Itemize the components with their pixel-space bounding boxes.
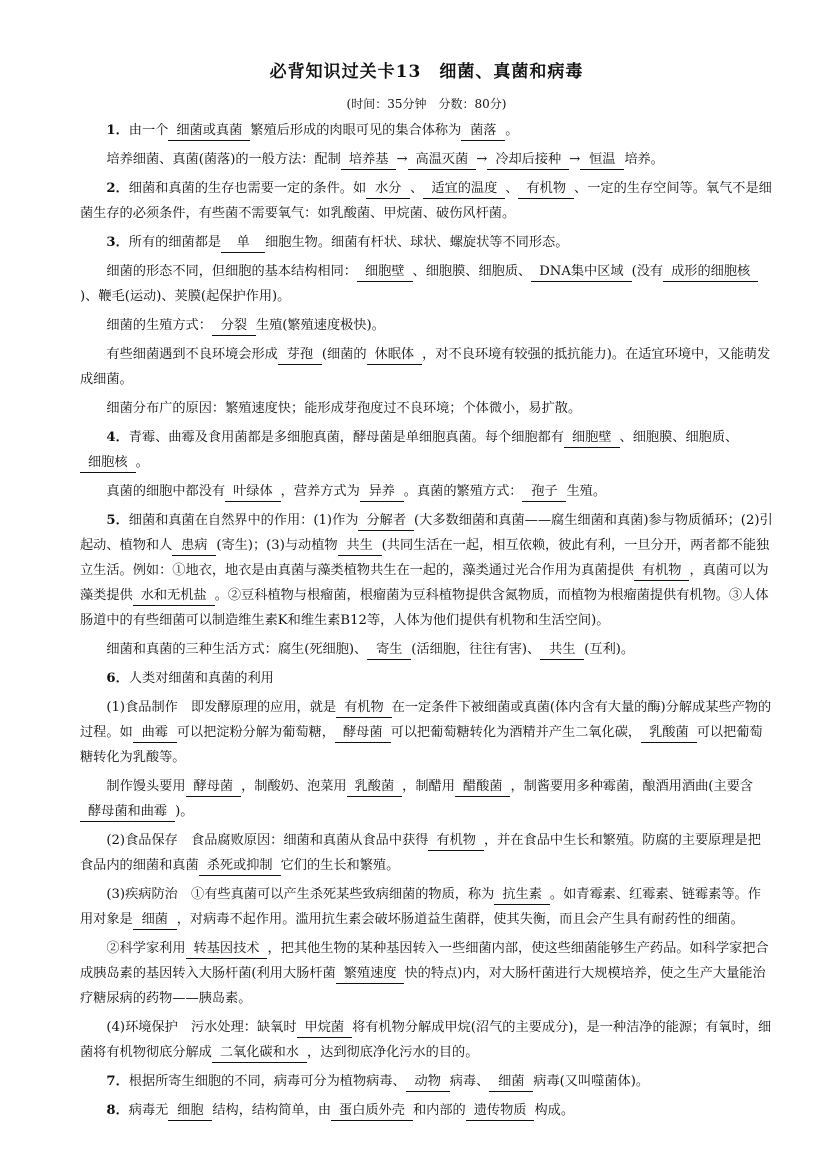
paragraph — [80, 637, 773, 662]
text-run: 细菌的形态不同，但细胞的基本结构相同： — [106, 264, 357, 279]
answer-blank: 芽孢 — [278, 346, 322, 365]
paragraph — [80, 774, 773, 824]
text-run: )、鞭毛(运动)、荚膜(起保护作用)。 — [80, 289, 291, 304]
answer-blank: 细胞 — [168, 1102, 212, 1121]
text-run: (4)环境保护 污水处理：缺氧时 — [106, 1020, 297, 1035]
answer-blank: 分裂 — [212, 317, 256, 336]
text-run: (3)疾病防治 ①有些真菌可以产生杀死某些致病细菌的物质，称为 — [106, 887, 495, 902]
answer-blank: 曲霉 — [133, 724, 177, 743]
question-number: 5． — [106, 513, 129, 528]
answer-blank: DNA集中区域 — [531, 263, 631, 282]
text-run: 生殖。 — [566, 484, 607, 499]
paragraph — [80, 936, 773, 1011]
paragraph — [80, 695, 773, 770]
text-run: 细胞生物。细菌有杆状、球状、螺旋状等不同形态。 — [265, 235, 569, 250]
answer-blank: 菌落 — [461, 122, 505, 141]
text-run: 人类对细菌和真菌的利用 — [128, 671, 274, 686]
answer-blank: 甲烷菌 — [297, 1019, 353, 1038]
paragraph — [80, 425, 773, 475]
answer-blank: 培养基 — [341, 151, 397, 170]
text-run: 构成。 — [534, 1103, 575, 1118]
text-run: (共同生活在一起，相互依赖，彼此有利，一旦分开，两者都不能独立生活。例如：①地衣，地衣是由真菌与藻类植物共生在一起的，藻类通过光合作用为真菌提供 — [80, 538, 770, 578]
text-run: 青霉、曲霉及食用菌都是多细胞真菌，酵母菌是单细胞真菌。每个细胞都有 — [128, 430, 564, 445]
paragraph — [80, 1015, 773, 1065]
answer-blank: 抗生素 — [494, 886, 550, 905]
answer-blank: 高温灭菌 — [408, 151, 477, 170]
text-run: 病毒无 — [128, 1103, 169, 1118]
text-run: 和内部的 — [412, 1103, 466, 1118]
answer-blank: 细菌 — [489, 1073, 533, 1092]
paragraph — [80, 1069, 773, 1094]
answer-blank: 细胞壁 — [564, 429, 620, 448]
answer-blank: 水分 — [366, 180, 410, 199]
worksheet-content — [80, 118, 773, 1123]
paragraph — [80, 230, 773, 255]
answer-blank: 成形的细胞核 — [663, 263, 758, 282]
answer-blank: 酵母菌 — [335, 724, 391, 743]
text-run: ，营养方式为 — [280, 484, 360, 499]
question-number: 1． — [106, 123, 129, 138]
answer-blank: 共生 — [540, 641, 584, 660]
answer-blank: 孢子 — [522, 483, 566, 502]
page-title: 必背知识过关卡13 细菌、真菌和病毒 — [269, 62, 584, 82]
text-run: 可以把葡萄糖转化为酒精并产生二氧化碳， — [390, 725, 642, 740]
text-run: 制作馒头要用 — [106, 779, 186, 794]
answer-blank: 患病 — [172, 537, 216, 556]
text-run: 结构，结构简单，由 — [212, 1103, 332, 1118]
answer-blank: 冷却后接种 — [487, 151, 569, 170]
text-run: 生殖(繁殖速度极快)。 — [255, 318, 385, 333]
text-run: (没有 — [631, 264, 664, 279]
answer-blank: 杀死或抑制 — [199, 857, 281, 876]
answer-blank: 细胞核 — [80, 454, 136, 473]
text-run: 可以把淀粉分解为葡萄糖， — [176, 725, 335, 740]
text-run: 根据所寄生细胞的不同，病毒可分为植物病毒、 — [128, 1074, 406, 1089]
paragraph — [80, 666, 773, 691]
text-run: 、一定的生存空间等。氧气不是细菌生存的必须条件，有些菌不需要氧气：如乳酸菌、甲烷菌、破伤风杆菌。 — [80, 181, 772, 221]
text-run: → — [396, 152, 408, 167]
answer-blank: 蛋白质外壳 — [331, 1102, 413, 1121]
paragraph — [80, 508, 773, 633]
answer-blank: 繁殖速度 — [336, 965, 405, 984]
text-run: 、细胞膜、细胞质、 — [619, 430, 739, 445]
answer-blank: 二氧化碳和水 — [212, 1044, 307, 1063]
time-score-info: (时间：35分钟 分数：80分) — [346, 97, 507, 111]
question-number: 4． — [106, 430, 129, 445]
answer-blank: 乳酸菌 — [347, 778, 403, 797]
text-run: (大多数细菌和真菌——腐生细菌和真菌)参与物质循环；(2)引起动、植物和人 — [80, 513, 773, 553]
text-run: 、 — [410, 181, 424, 196]
text-run: 病毒(又叫噬菌体)。 — [533, 1074, 650, 1089]
answer-blank: 有机物 — [336, 699, 392, 718]
answer-blank: 转基因技术 — [186, 940, 268, 959]
answer-blank: 动物 — [406, 1073, 450, 1092]
paragraph — [80, 882, 773, 932]
text-run: (活细胞，往往有害)、 — [411, 642, 541, 657]
text-run: 细菌的生殖方式： — [106, 318, 212, 333]
answer-blank: 酵母菌和曲霉 — [80, 803, 175, 822]
answer-blank: 有机物 — [428, 832, 484, 851]
answer-blank: 有机物 — [634, 562, 690, 581]
text-run: 快的特点)内，对大肠杆菌进行大规模培养，使之生产大量能治疗糖尿病的药物——胰岛素。 — [80, 966, 766, 1006]
text-run: 培养。 — [624, 152, 664, 167]
text-run: )。 — [175, 804, 194, 819]
text-run: ②科学家利用 — [106, 941, 186, 956]
answer-blank: 细菌或真菌 — [168, 122, 250, 141]
paragraph — [80, 259, 773, 309]
paragraph — [80, 396, 773, 421]
text-run: ，达到彻底净化污水的目的。 — [307, 1045, 479, 1060]
text-run: 。真菌的繁殖方式： — [403, 484, 523, 499]
paragraph — [80, 1098, 773, 1123]
text-run: 将有机物分解成甲烷(沼气的主要成分)，是一种洁净的能源；有氧时，细菌将有机物彻底分解成 — [80, 1020, 772, 1060]
text-run: (细菌的 — [321, 347, 367, 362]
text-run: ，制酱要用多种霉菌，酿酒用酒曲(主要含 — [510, 779, 753, 794]
answer-blank: 寄生 — [367, 641, 411, 660]
text-run: 繁殖后形成的肉眼可见的集合体称为 — [250, 123, 462, 138]
text-run: 、 — [505, 181, 519, 196]
paragraph — [80, 342, 773, 392]
question-number: 8． — [106, 1103, 129, 1118]
answer-blank: 异养 — [360, 483, 404, 502]
text-run: 由一个 — [128, 123, 169, 138]
answer-blank: 恒温 — [580, 151, 624, 170]
answer-blank: 分解者 — [358, 512, 414, 531]
answer-blank: 单 — [221, 234, 265, 253]
answer-blank: 乳酸菌 — [641, 724, 697, 743]
text-run: (1)食品制作 即发酵原理的应用，就是 — [106, 700, 337, 715]
text-run: 、细胞膜、细胞质、 — [412, 264, 532, 279]
text-run: 所有的细菌都是 — [128, 235, 222, 250]
text-run: 在一定条件下被细菌或真菌(体内含有大量的酶)分解成某些产物的过程。如 — [80, 700, 772, 740]
answer-blank: 酵母菌 — [186, 778, 242, 797]
text-run: → — [569, 152, 581, 167]
question-number: 7． — [106, 1074, 129, 1089]
text-run: 。 — [505, 123, 519, 138]
paragraph — [80, 118, 773, 143]
answer-blank: 细菌 — [133, 911, 177, 930]
text-run: ，制酸奶、泡菜用 — [241, 779, 347, 794]
text-run: ，对病毒不起作用。滥用抗生素会破坏肠道益生菌群，使其失衡，而且会产生具有耐药性的细菌。 — [176, 912, 744, 927]
text-run: ，制醋用 — [402, 779, 455, 794]
paragraph — [80, 479, 773, 504]
text-run: ，对不良环境有较强的抵抗能力)。在适宜环境中，又能萌发成细菌。 — [80, 347, 771, 387]
answer-blank: 遗传物质 — [466, 1102, 535, 1121]
text-run: 。②豆科植物与根瘤菌，根瘤菌为豆科植物提供含氮物质，而植物为根瘤菌提供有机物。③人体肠道中的有些细菌可以制造维生素K和维生素B12等，人体为他们提供有机物和生活空间)。 — [80, 588, 769, 628]
text-run: 病毒、 — [449, 1074, 490, 1089]
text-run: 细菌和真菌在自然界中的作用：(1)作为 — [128, 513, 359, 528]
text-run: 细菌分布广的原因：繁殖速度快；能形成芽孢度过不良环境；个体微小，易扩散。 — [106, 401, 582, 416]
answer-blank: 叶绿体 — [225, 483, 281, 502]
text-run: 它们的生长和繁殖。 — [280, 858, 400, 873]
answer-blank: 休眠体 — [367, 346, 423, 365]
text-run: 有些细菌遇到不良环境会形成 — [106, 347, 278, 362]
text-run: 细菌和真菌的三种生活方式：腐生(死细胞)、 — [106, 642, 368, 657]
answer-blank: 有机物 — [518, 180, 574, 199]
paragraph — [80, 828, 773, 878]
text-run: ，把其他生物的某种基因转入一些细菌内部，使这些细菌能够生产药品。如科学家把合成胰岛素的基因转入大肠杆菌(利用大肠杆菌 — [80, 941, 769, 981]
text-run: (2)食品保存 食品腐败原因：细菌和真菌从食品中获得 — [106, 833, 429, 848]
answer-blank: 共生 — [338, 537, 382, 556]
text-run: 可以把葡萄糖转化为乳酸等。 — [80, 725, 763, 765]
text-run: (互利)。 — [584, 642, 635, 657]
text-run: 真菌的细胞中都没有 — [106, 484, 226, 499]
answer-blank: 细胞壁 — [357, 263, 413, 282]
text-run: → — [476, 152, 488, 167]
text-run: 。如青霉素、红霉素、链霉素等。作用对象是 — [80, 887, 761, 927]
paragraph — [80, 147, 773, 172]
text-run: ，并在食品中生长和繁殖。防腐的主要原理是把食品内的细菌和真菌 — [80, 833, 761, 873]
text-run: (寄生)；(3)与动植物 — [216, 538, 338, 553]
text-run: 培养细菌、真菌(菌落)的一般方法：配制 — [106, 152, 341, 167]
text-run: 。 — [135, 455, 149, 470]
text-run: ，真菌可以为藻类提供 — [80, 563, 769, 603]
question-number: 2． — [106, 181, 129, 196]
paragraph — [80, 313, 773, 338]
answer-blank: 水和无机盐 — [133, 587, 215, 606]
answer-blank: 适宜的温度 — [423, 180, 505, 199]
question-number: 6． — [106, 671, 129, 686]
answer-blank: 醋酸菌 — [455, 778, 511, 797]
paragraph — [80, 176, 773, 226]
text-run: 细菌和真菌的生存也需要一定的条件。如 — [128, 181, 367, 196]
question-number: 3． — [106, 235, 129, 250]
worksheet-page — [80, 60, 773, 1127]
